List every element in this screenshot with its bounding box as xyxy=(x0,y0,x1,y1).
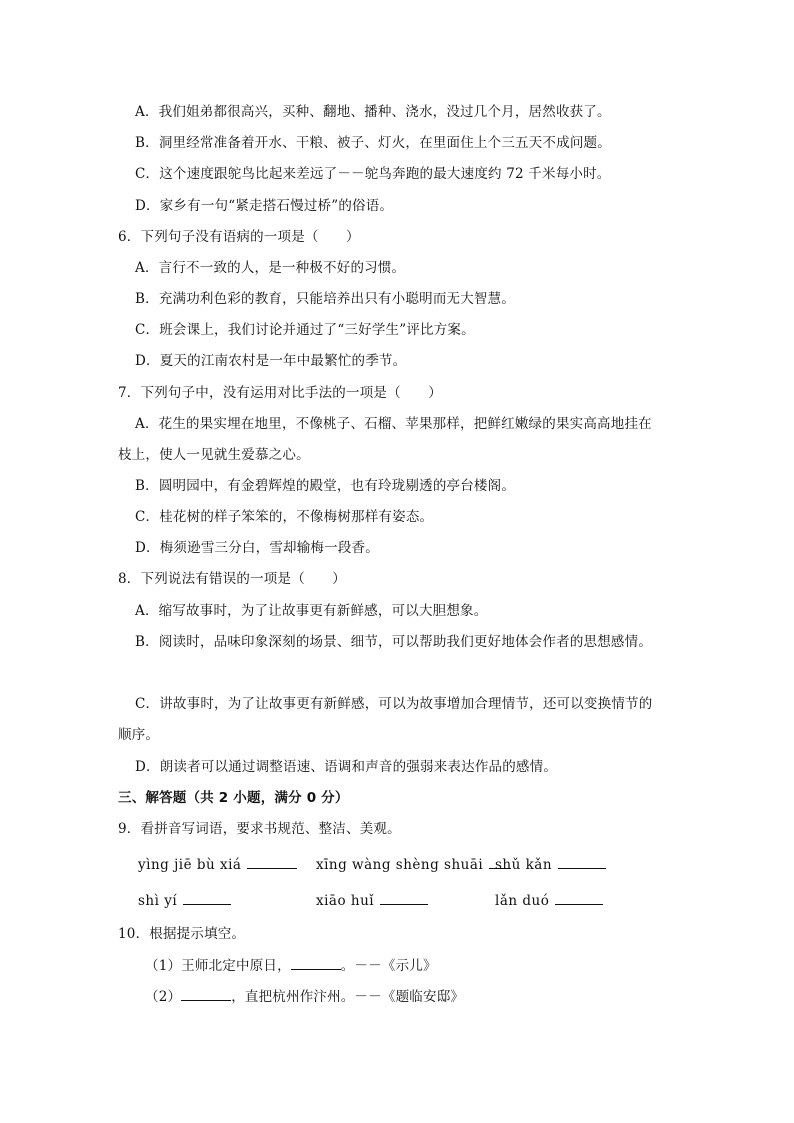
q7-stem: 7．下列句子中，没有运用对比手法的一项是（ ） xyxy=(118,385,442,401)
q10-item-2 xyxy=(145,986,464,1007)
pinyin-item-4 xyxy=(138,890,231,911)
q6-option-d: D．夏天的江南农村是一年中最繁忙的季节。 xyxy=(135,353,407,369)
section-heading: 三、解答题（共 2 小题，满分 0 分） xyxy=(118,790,349,806)
q6-option-b: B．充满功利色彩的教育，只能培养出只有小聪明而无大智慧。 xyxy=(135,291,516,307)
answer-blank[interactable] xyxy=(555,890,603,905)
pinyin-item-1 xyxy=(138,854,297,875)
pinyin-text: xīng wàng shèng shuāi xyxy=(316,857,484,873)
pinyin-item-3 xyxy=(495,854,606,875)
q7-option-b: B．圆明园中，有金碧辉煌的殿堂，也有玲珑剔透的亭台楼阁。 xyxy=(135,478,516,494)
q5-option-d: D．家乡有一句“紧走搭石慢过桥”的俗语。 xyxy=(135,198,394,214)
pinyin-item-6 xyxy=(495,890,603,911)
answer-blank[interactable] xyxy=(380,890,428,905)
q8-option-c-line1: C．讲故事时，为了让故事更有新鲜感，可以为故事增加合理情节，还可以变换情节的 xyxy=(135,696,653,712)
q10-item-1 xyxy=(145,955,437,976)
pinyin-text: shì yí xyxy=(138,893,178,909)
q10-item-1-suffix: 。－－《示儿》 xyxy=(340,958,437,974)
q5-option-c: C．这个速度跟鸵鸟比起来差远了－－鸵鸟奔跑的最大速度约 72 千米每小时。 xyxy=(135,166,611,182)
q6-option-a: A．言行不一致的人，是一种极不好的习惯。 xyxy=(135,260,406,276)
q10-item-1-prefix: （1）王师北定中原日， xyxy=(145,958,291,974)
pinyin-text: shǔ kǎn xyxy=(495,857,553,873)
q10-item-2-suffix: ，直把杭州作汴州。－－《题临安邸》 xyxy=(231,989,465,1005)
q8-option-c-line2: 顺序。 xyxy=(118,727,160,743)
q6-option-c: C．班会课上，我们讨论并通过了“三好学生”评比方案。 xyxy=(135,322,475,338)
q7-option-d: D．梅须逊雪三分白，雪却输梅一段香。 xyxy=(135,540,379,556)
q7-option-a-line1: A．花生的果实埋在地里，不像桃子、石榴、苹果那样，把鲜红嫩绿的果实高高地挂在 xyxy=(135,416,652,432)
q8-option-d: D．朗读者可以通过调整语速、语调和声音的强弱来表达作品的感情。 xyxy=(135,759,558,775)
q8-option-b: B．阅读时，品味印象深刻的场景、细节，可以帮助我们更好地体会作者的思想感情。 xyxy=(135,634,653,650)
pinyin-text: xiāo huǐ xyxy=(316,893,375,909)
answer-blank[interactable] xyxy=(558,854,606,869)
q5-option-b: B．洞里经常准备着开水、干粮、被子、灯火，在里面住上个三五天不成问题。 xyxy=(135,135,611,151)
answer-blank[interactable] xyxy=(183,890,231,905)
answer-blank[interactable] xyxy=(247,854,297,869)
pinyin-item-2 xyxy=(316,854,511,875)
pinyin-text: lǎn duó xyxy=(495,893,550,909)
q5-option-a: A．我们姐弟都很高兴，买种、翻地、播种、浇水，没过几个月，居然收获了。 xyxy=(135,104,611,120)
pinyin-item-5 xyxy=(316,890,428,911)
q7-option-a-line2: 枝上，使人一见就生爱慕之心。 xyxy=(118,447,310,463)
answer-blank[interactable] xyxy=(291,955,341,970)
q8-option-a: A．缩写故事时，为了让故事更有新鲜感，可以大胆想象。 xyxy=(135,603,488,619)
answer-blank[interactable] xyxy=(181,986,231,1001)
q7-option-c: C．桂花树的样子笨笨的，不像梅树那样有姿态。 xyxy=(135,509,434,525)
q8-stem: 8．下列说法有错误的一项是（ ） xyxy=(118,571,346,587)
q10-stem: 10．根据提示填空。 xyxy=(118,926,246,942)
q6-stem: 6．下列句子没有语病的一项是（ ） xyxy=(118,229,360,245)
q9-stem: 9．看拼音写词语，要求书规范、整洁、美观。 xyxy=(118,821,401,837)
pinyin-text: yìng jiē bù xiá xyxy=(138,857,242,873)
q10-item-2-prefix: （2） xyxy=(145,989,182,1005)
